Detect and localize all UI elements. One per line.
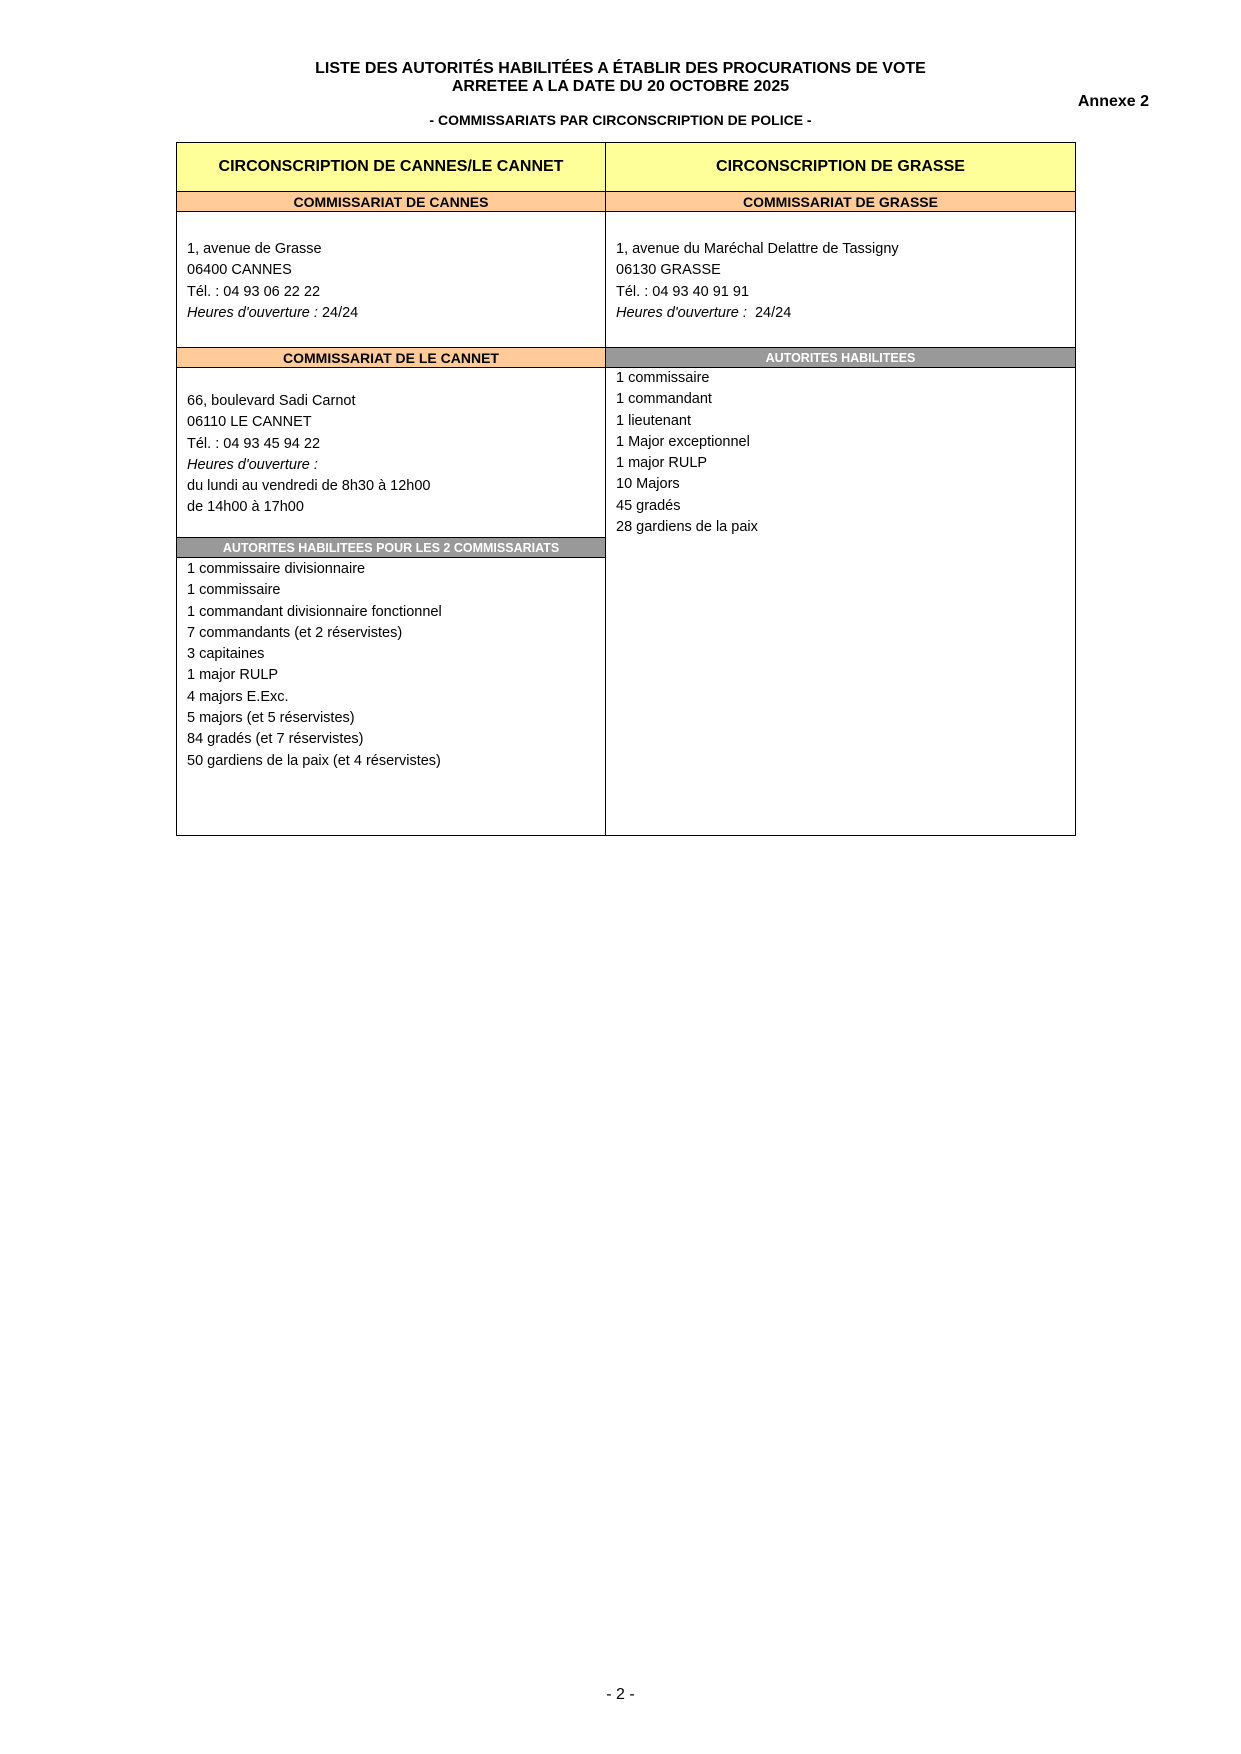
lecannet-city: 06110 LE CANNET <box>187 414 312 431</box>
list-item: 1 commissaire <box>616 370 710 386</box>
list-item: 7 commandants (et 2 réservistes) <box>187 624 403 641</box>
list-item: 84 gradés (et 7 réservistes) <box>187 731 364 748</box>
document-title-line2: ARRETEE A LA DATE DU 20 OCTOBRE 2025 <box>451 78 790 95</box>
list-item: 3 capitaines <box>187 646 265 663</box>
circonscription-grasse-header: CIRCONSCRIPTION DE GRASSE <box>606 143 1075 192</box>
grasse-hours-label: Heures d'ouverture : <box>616 304 747 321</box>
commissariat-cannes-details <box>177 239 605 324</box>
list-item: 1 commissaire divisionnaire <box>187 561 366 577</box>
lecannet-hours-line1: du lundi au vendredi de 8h30 à 12h00 <box>187 478 431 495</box>
authorities-cannes-list <box>177 559 605 772</box>
cannes-hours-label: Heures d'ouverture : <box>187 304 318 321</box>
commissariat-lecannet-header: COMMISSARIAT DE LE CANNET <box>177 347 605 368</box>
page-number: - 2 - <box>606 1686 635 1703</box>
cannes-hours <box>187 303 605 324</box>
list-item: 28 gardiens de la paix <box>616 519 758 536</box>
list-item: 45 gradés <box>616 497 681 514</box>
lecannet-hours-label: Heures d'ouverture : <box>187 456 318 473</box>
grasse-address: 1, avenue du Maréchal Delattre de Tassigny <box>616 241 899 257</box>
authorities-cannes-header: AUTORITES HABILITEES POUR LES 2 COMMISSARIATS <box>177 537 605 558</box>
list-item: 10 Majors <box>616 476 680 493</box>
grasse-city: 06130 GRASSE <box>616 262 721 279</box>
list-item: 1 commandant divisionnaire fonctionnel <box>187 603 442 620</box>
list-item: 50 gardiens de la paix (et 4 réservistes) <box>187 752 441 769</box>
list-item: 5 majors (et 5 réservistes) <box>187 710 355 727</box>
authorities-grasse-list <box>606 368 1075 538</box>
document-subtitle: - COMMISSARIATS PAR CIRCONSCRIPTION DE POLICE - <box>429 112 812 128</box>
cannes-city: 06400 CANNES <box>187 262 292 279</box>
list-item: 1 major RULP <box>616 455 708 472</box>
grasse-hours-value: 24/24 <box>746 304 792 321</box>
cannes-phone: Tél. : 04 93 06 22 22 <box>187 283 321 300</box>
document-title-line1: LISTE DES AUTORITÉS HABILITÉES A ÉTABLIR DES PROCURATIONS DE VOTE <box>315 60 926 77</box>
circonscription-cannes-header: CIRCONSCRIPTION DE CANNES/LE CANNET <box>177 143 605 192</box>
grasse-hours <box>616 303 1075 324</box>
lecannet-address: 66, boulevard Sadi Carnot <box>187 393 356 409</box>
commissariat-grasse-header: COMMISSARIAT DE GRASSE <box>606 191 1075 212</box>
lecannet-phone: Tél. : 04 93 45 94 22 <box>187 435 321 452</box>
list-item: 1 lieutenant <box>616 412 691 429</box>
authorities-grasse-header: AUTORITES HABILITEES <box>606 347 1075 368</box>
commissariat-grasse-details <box>606 239 1075 324</box>
list-item: 1 commandant <box>616 391 712 408</box>
list-item: 1 major RULP <box>187 667 279 684</box>
commissariat-lecannet-details <box>177 391 605 519</box>
lecannet-hours-line2: de 14h00 à 17h00 <box>187 499 304 516</box>
circonscription-table <box>176 142 1076 836</box>
list-item: 4 majors E.Exc. <box>187 688 289 705</box>
commissariat-cannes-header: COMMISSARIAT DE CANNES <box>177 191 605 212</box>
list-item: 1 Major exceptionnel <box>616 433 750 450</box>
list-item: 1 commissaire <box>187 582 281 599</box>
annex-label: Annexe 2 <box>1077 93 1149 110</box>
grasse-phone: Tél. : 04 93 40 91 91 <box>616 283 750 300</box>
cannes-hours-value: 24/24 <box>317 304 359 321</box>
cannes-address: 1, avenue de Grasse <box>187 241 322 257</box>
